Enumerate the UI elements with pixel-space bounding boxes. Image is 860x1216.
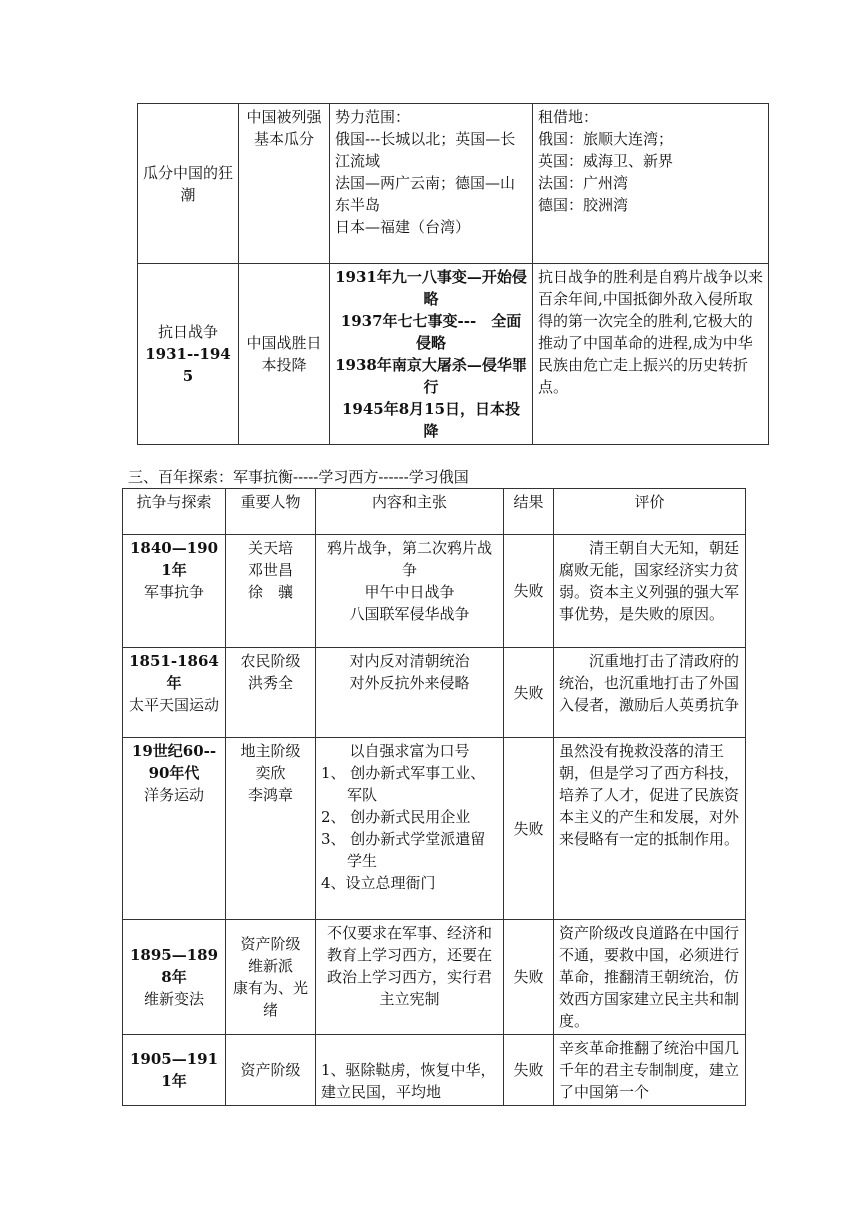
result-cell: 失败 [504, 648, 554, 738]
detail-line: 势力范围： [335, 108, 411, 126]
event-name: 抗日战争 [157, 323, 218, 341]
content-list-item: 4、设立总理衙门 [321, 874, 436, 892]
evaluation-cell: 清王朝自大无知，朝廷腐败无能，国家经济实力贫弱。资本主义列强的强大军事优势，是失败的原因。 [554, 535, 746, 648]
table-row [138, 264, 769, 445]
note-cell [533, 104, 769, 264]
period-cell [123, 535, 226, 648]
people-cell [226, 535, 316, 648]
period-cell: 1905—1911年 [123, 1035, 226, 1106]
event-years: 1931--1945 [145, 345, 231, 385]
evaluation-cell: 沉重地打击了清政府的统治，也沉重地打击了外国入侵者，激励后人英勇抗争 [554, 648, 746, 738]
period-name: 洋务运动 [143, 786, 204, 804]
content-line: 对内反对清朝统治 [349, 652, 470, 670]
content-list-item: 3、 创办新式学堂派遣留学生 [321, 830, 486, 870]
evaluation-cell: 辛亥革命推翻了统治中国几千年的君主专制制度，建立了中国第一个 [554, 1035, 746, 1106]
content-cell [316, 738, 504, 920]
column-header: 结果 [504, 489, 554, 535]
person: 邓世昌 [247, 561, 293, 579]
header-row [123, 489, 746, 535]
note-line: 俄国：旅顺大连湾； [538, 130, 674, 148]
person: 农民阶级 [240, 652, 301, 670]
people-cell [226, 920, 316, 1035]
content-cell [316, 648, 504, 738]
person: 奕欣 [255, 764, 286, 782]
column-header: 内容和主张 [316, 489, 504, 535]
note-line: 英国：威海卫、新界 [538, 152, 674, 170]
table-row [123, 738, 746, 920]
person: 关天培 [247, 539, 293, 557]
event-cell [138, 264, 239, 445]
note-line: 德国：胶洲湾 [538, 196, 629, 214]
content-cell [316, 535, 504, 648]
period-cell [123, 738, 226, 920]
result-cell: 失败 [504, 535, 554, 648]
content-line: 八国联军侵华战争 [349, 605, 470, 623]
table-row [123, 1035, 746, 1106]
table-row [123, 920, 746, 1035]
note-line: 租借地： [538, 108, 599, 126]
content-line: 鸦片战争，第二次鸦片战争 [326, 539, 492, 579]
detail-line: 法国—两广云南；德国—山东半岛 [335, 174, 516, 214]
partition-war-table [137, 103, 769, 445]
content-list-item: 2、 创办新式民用企业 [321, 808, 471, 826]
table-row [123, 535, 746, 648]
table-row [123, 648, 746, 738]
period-name: 维新变法 [143, 990, 204, 1008]
content-heading: 以自强求富为口号 [349, 742, 470, 760]
note-line: 法国：广州湾 [538, 174, 629, 192]
section-title: 三、百年探索：军事抗衡-----学习西方------学习俄国 [128, 468, 469, 486]
table-row [138, 104, 769, 264]
content-list-item: 1、 创办新式军事工业、军队 [321, 764, 486, 804]
person: 资产阶级 [240, 935, 301, 953]
column-header: 抗争与探索 [123, 489, 226, 535]
person: 康有为、光绪 [232, 979, 308, 1019]
detail-line: 1945年8月15日，日本投降 [341, 400, 521, 440]
evaluation-cell: 虽然没有挽救没落的清王朝，但是学习了西方科技，培养了人才，促进了民族资本主义的产生和发展，对外来侵略有一定的抵制作用。 [554, 738, 746, 920]
person: 李鸿章 [247, 786, 293, 804]
result-cell: 失败 [504, 920, 554, 1035]
person: 洪秀全 [247, 674, 293, 692]
content-line: 甲午中日战争 [364, 583, 455, 601]
detail-line: 1931年九一八事变—开始侵略 [335, 268, 527, 308]
people-cell: 资产阶级 [226, 1035, 316, 1106]
column-header: 重要人物 [226, 489, 316, 535]
detail-line: 1938年南京大屠杀—侵华罪行 [335, 356, 527, 396]
period-name: 军事抗争 [143, 583, 204, 601]
evaluation-cell: 资产阶级改良道路在中国行不通，要救中国，必须进行革命，推翻清王朝统治，仿效西方国家建立民主共和制度。 [554, 920, 746, 1035]
people-cell [226, 738, 316, 920]
period-years: 1840—1901年 [129, 539, 219, 579]
detail-line: 1937年七七事变--- 全面侵略 [340, 312, 522, 352]
period-years: 1895—1898年 [129, 946, 219, 986]
result-cell: 失败 [504, 738, 554, 920]
people-cell [226, 648, 316, 738]
content-cell: 1、驱除鞑虏，恢复中华，建立民国，平均地 [316, 1035, 504, 1106]
period-cell [123, 920, 226, 1035]
exploration-table [122, 488, 746, 1106]
event-cell: 瓜分中国的狂潮 [138, 104, 239, 264]
period-name: 太平天国运动 [128, 696, 219, 714]
person: 地主阶级 [240, 742, 301, 760]
nature-cell: 中国被列强基本瓜分 [239, 104, 330, 264]
note-cell: 抗日战争的胜利是自鸦片战争以来百余年间,中国抵御外敌入侵所取得的第一次完全的胜利,它极大的推动了中国革命的进程,成为中华民族由危亡走上振兴的历史转折点。 [533, 264, 769, 445]
content-line: 对外反抗外来侵略 [349, 674, 470, 692]
person: 维新派 [247, 957, 293, 975]
content-cell: 不仅要求在军事、经济和教育上学习西方，还要在政治上学习西方，实行君主立宪制 [316, 920, 504, 1035]
detail-line: 日本—福建（台湾） [335, 218, 471, 236]
period-cell [123, 648, 226, 738]
period-years: 19世纪60--90年代 [131, 742, 217, 782]
period-years: 1851-1864年 [129, 652, 219, 692]
person: 徐 骧 [247, 583, 293, 601]
detail-cell [330, 104, 533, 264]
result-cell: 失败 [504, 1035, 554, 1106]
nature-cell: 中国战胜日本投降 [239, 264, 330, 445]
detail-line: 俄国---长城以北；英国—长江流域 [335, 130, 516, 170]
detail-cell [330, 264, 533, 445]
column-header: 评价 [554, 489, 746, 535]
